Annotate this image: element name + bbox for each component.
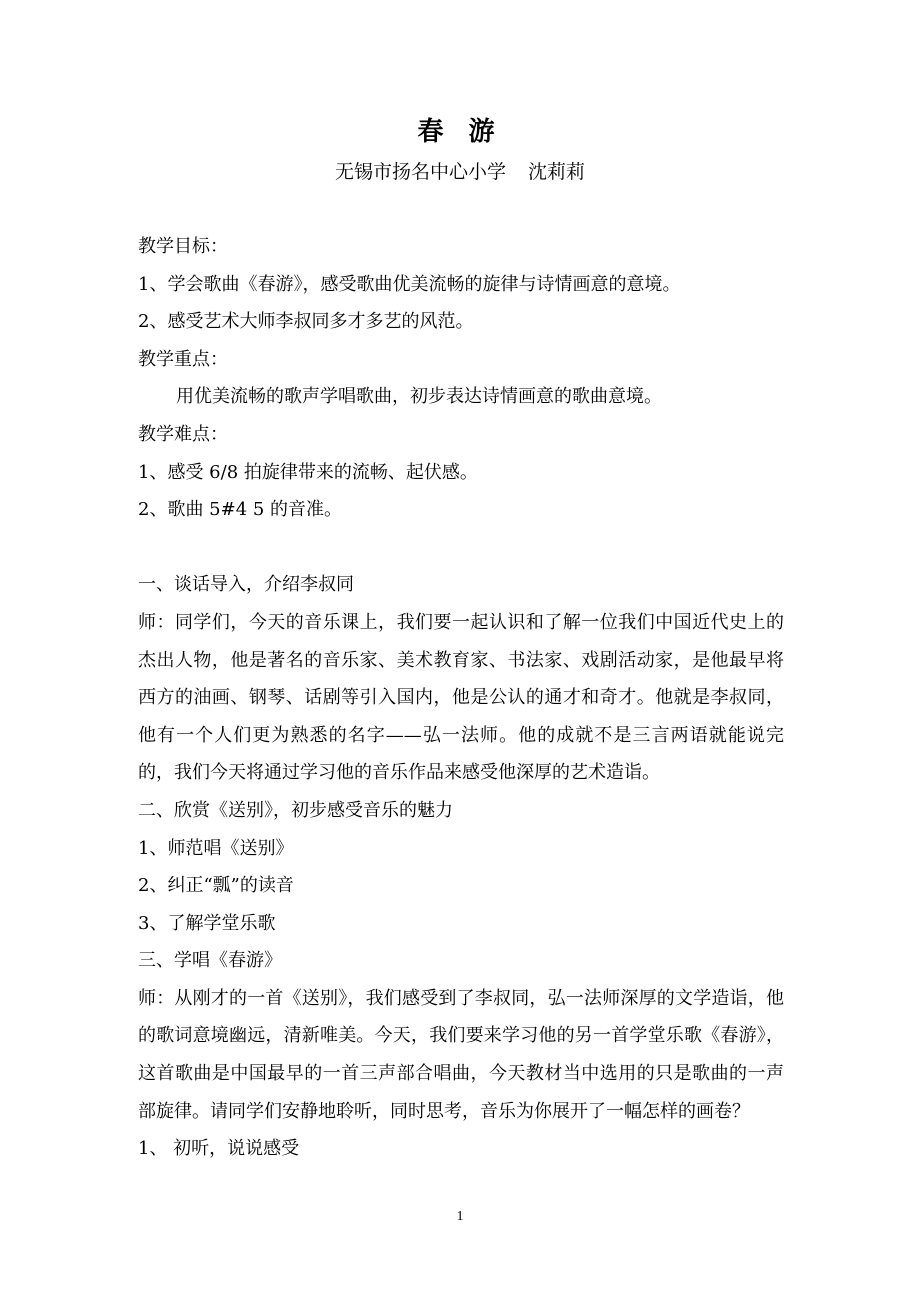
difficulty-item-2: 2、歌曲 5#4 5 的音准。 xyxy=(138,499,343,521)
author-line xyxy=(0,155,920,189)
document-body xyxy=(138,228,784,1168)
part-2-item-2: 2、纠正“瓢”的读音 xyxy=(138,875,294,897)
objective-item-2: 2、感受艺术大师李叔同多才多艺的风范。 xyxy=(138,311,474,333)
part-1-heading: 一、谈话导入，介绍李叔同 xyxy=(138,574,354,596)
part-2-heading: 二、欣赏《送别》，初步感受音乐的魅力 xyxy=(138,799,453,821)
objectives-heading: 教学目标： xyxy=(138,236,228,257)
difficulty-item-1: 1、感受 6/8 拍旋律带来的流畅、起伏感。 xyxy=(138,461,478,483)
part-2-item-1: 1、师范唱《送别》 xyxy=(138,837,294,859)
objective-item-1: 1、学会歌曲《春游》，感受歌曲优美流畅的旋律与诗情画意的意境。 xyxy=(138,273,681,295)
difficulties-heading: 教学难点： xyxy=(138,423,228,445)
part-3-paragraph: 师：从刚才的一首《送别》，我们感受到了李叔同，弘一法师深厚的文学造诣，他的歌词意境幽远，清新唯美。今天，我们要来学习他的另一首学堂乐歌《春游》，这首歌曲是中国最早的一首三声部合唱曲，今天教材当中选用的只是歌曲的一声部旋律。请同学们安静地聆听，同时思考，音乐为你展开了一幅怎样的画卷？ xyxy=(138,987,784,1122)
key-point-item-1: 用优美流畅的歌声学唱歌曲，初步表达诗情画意的歌曲意境。 xyxy=(176,386,662,408)
part-3-heading: 三、学唱《春游》 xyxy=(138,950,282,972)
part-3-item-1: 1、 初听，说说感受 xyxy=(138,1138,300,1160)
part-1-paragraph: 师：同学们，今天的音乐课上，我们要一起认识和了解一位我们中国近代史上的杰出人物，他是著名的音乐家、美术教育家、书法家、戏剧活动家，是他最早将西方的油画、钢琴、话剧等引入国内，他是公认的通才和奇才。他就是李叔同，他有一个人们更为熟悉的名字——弘一法师。他的成就不是三言两语就能说完的，我们今天将通过学习他的音乐作品来感受他深厚的艺术造诣。 xyxy=(138,611,784,784)
key-points-heading: 教学重点： xyxy=(138,348,228,370)
document-title: 春 游 xyxy=(417,117,503,147)
section-spacer xyxy=(138,529,784,567)
author-school: 无锡市扬名中心小学 xyxy=(334,161,506,183)
part-2-item-3: 3、了解学堂乐歌 xyxy=(138,912,276,934)
author-name: 沈莉莉 xyxy=(528,161,586,183)
page-number: 1 xyxy=(456,1209,464,1224)
